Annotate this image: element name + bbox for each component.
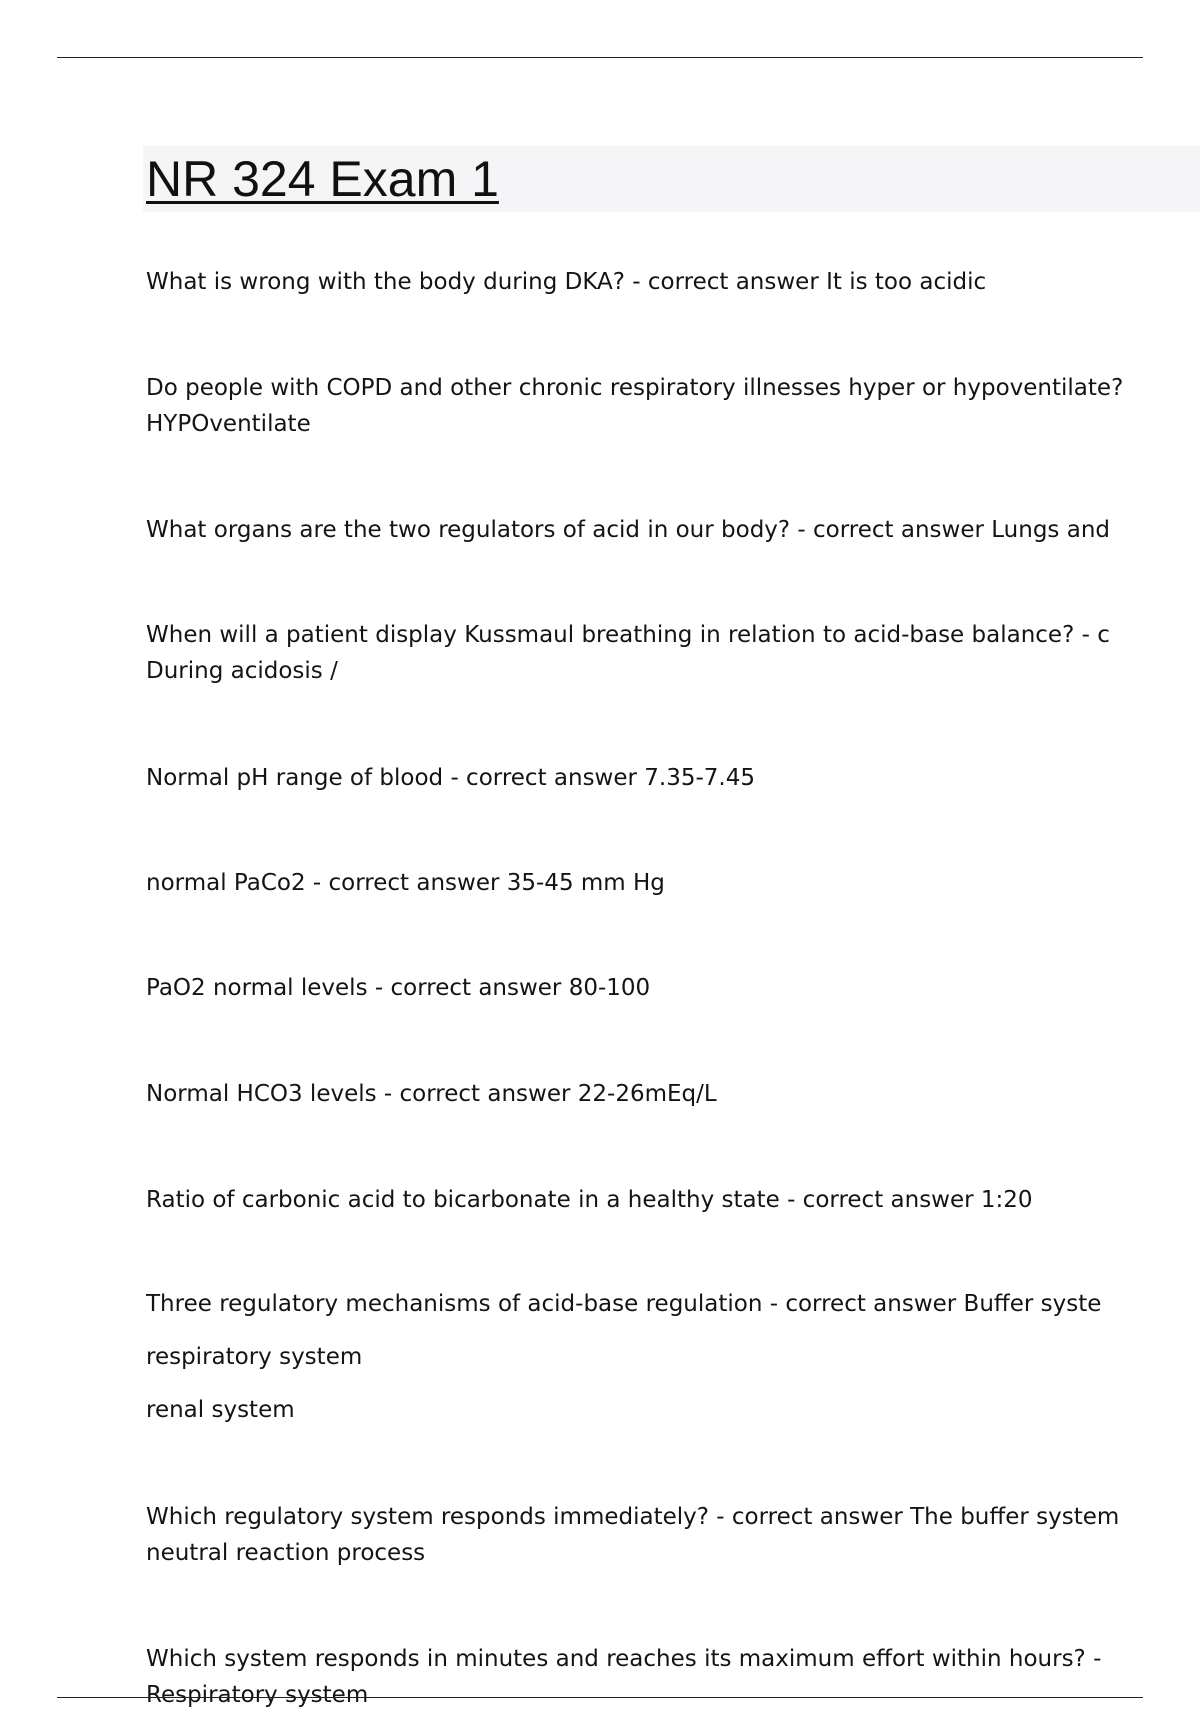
- card-answer-continued: During acidosis /: [146, 658, 338, 684]
- card-answer-continued: HYPOventilate: [146, 411, 311, 437]
- card-text: Do people with COPD and other chronic respiratory illnesses hyper or hypoventilate?: [146, 375, 1124, 401]
- card-text: Which regulatory system responds immediately? - correct answer The buffer system: [146, 1504, 1120, 1530]
- flashcard-5: [146, 760, 755, 796]
- flashcard-11: [146, 1499, 1119, 1571]
- card-text: What organs are the two regulators of acid in our body? - correct answer Lungs and: [146, 517, 1110, 543]
- card-answer-continued: neutral reaction process: [146, 1540, 426, 1566]
- card-text: Normal HCO3 levels - correct answer 22-26mEq/L: [146, 1081, 717, 1107]
- flashcard-9: [146, 1182, 1033, 1218]
- page-title: NR 324 Exam 1: [146, 151, 499, 207]
- flashcard-7: [146, 970, 650, 1006]
- header-rule: [57, 57, 1143, 58]
- flashcard-6: [146, 865, 665, 901]
- card-answer-continued: Respiratory system: [146, 1682, 369, 1708]
- flashcard-8: [146, 1076, 717, 1112]
- flashcard-1: [146, 264, 986, 300]
- card-text: Ratio of carbonic acid to bicarbonate in a healthy state - correct answer 1:20: [146, 1187, 1033, 1213]
- card-text: Which system responds in minutes and reaches its maximum effort within hours? -: [146, 1646, 1102, 1672]
- footer-rule: [57, 1697, 1143, 1698]
- flashcard-10: [146, 1278, 1101, 1437]
- card-answer-list-item: renal system: [146, 1397, 295, 1423]
- card-answer-list-item: respiratory system: [146, 1344, 363, 1370]
- card-text: Three regulatory mechanisms of acid-base regulation - correct answer Buffer syste: [146, 1291, 1102, 1317]
- card-text: When will a patient display Kussmaul breathing in relation to acid-base balance? - c: [146, 622, 1110, 648]
- card-text: Normal pH range of blood - correct answer 7.35-7.45: [146, 765, 756, 791]
- flashcard-2: [146, 370, 1123, 442]
- flashcard-12: [146, 1641, 1101, 1713]
- card-text: PaO2 normal levels - correct answer 80-100: [146, 975, 651, 1001]
- card-text: What is wrong with the body during DKA? - correct answer It is too acidic: [146, 269, 987, 295]
- flashcard-3: [146, 512, 1110, 548]
- flashcard-4: [146, 617, 1110, 689]
- card-text: normal PaCo2 - correct answer 35-45 mm Hg: [146, 870, 665, 896]
